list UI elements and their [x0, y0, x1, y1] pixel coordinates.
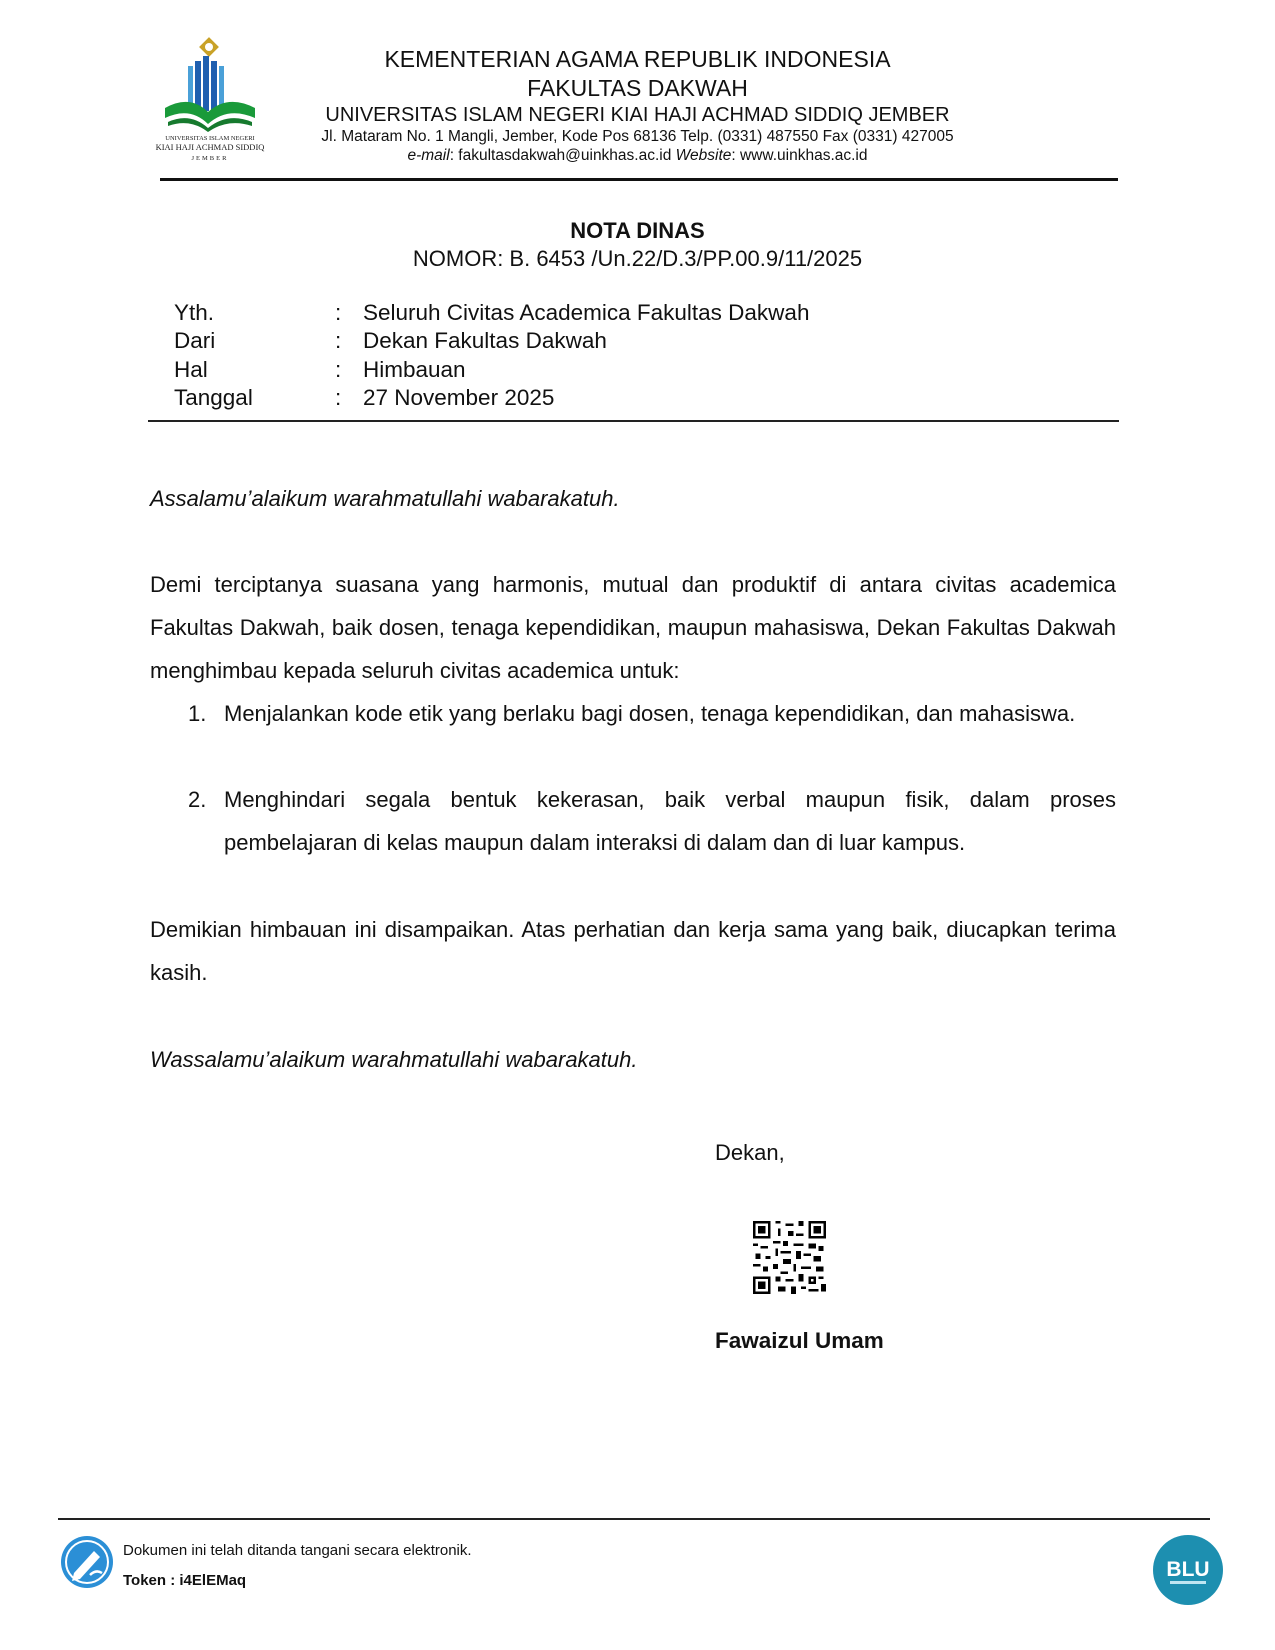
qr-code-icon: [753, 1221, 826, 1294]
contact-line: [285, 147, 990, 165]
footer-divider: [58, 1518, 1210, 1520]
meta-label: Dari: [174, 328, 216, 353]
meta-value: 27 November 2025: [363, 385, 555, 410]
list-item: Menghindari segala bentuk kekerasan, baik verbal maupun fisik, dalam proses pembelajaran di kelas maupun dalam interaksi di dalam dan di luar kampus.: [224, 787, 1116, 855]
meta-label: Yth.: [174, 300, 215, 325]
list-item: Menjalankan kode etik yang berlaku bagi dosen, tenaga kependidikan, dan mahasiswa.: [224, 701, 1076, 726]
university-logo: [150, 36, 285, 168]
logo-caption-1: UNIVERSITAS ISLAM NEGERI: [165, 135, 255, 142]
e-signature-note: Dokumen ini telah ditanda tangani secara elektronik.: [123, 1542, 472, 1559]
meta-divider: [148, 420, 1119, 422]
ornament-icon: [199, 37, 219, 57]
address-line: Jl. Mataram No. 1 Mangli, Jember, Kode Pos 68136 Telp. (0331) 487550 Fax (0331) 427005: [321, 128, 954, 145]
signatory-name: Fawaizul Umam: [715, 1328, 884, 1353]
ministry-name: KEMENTERIAN AGAMA REPUBLIK INDONESIA: [384, 46, 891, 72]
intro-paragraph: Demi terciptanya suasana yang harmonis, mutual dan produktif di antara civitas academica Fakultas Dakwah, baik dosen, tenaga kependidikan, maupun mahasiswa, Dekan Fakultas Dakwah menghimbau kepada seluruh civitas academica untuk:: [150, 572, 1116, 683]
token-value: Token : i4ElEMaq: [123, 1572, 247, 1589]
meta-label: Tanggal: [174, 385, 253, 410]
website-label: Website: [675, 147, 732, 164]
signatory-title: Dekan,: [715, 1140, 785, 1165]
faculty-name: FAKULTAS DAKWAH: [527, 75, 748, 101]
logo-caption-3: JEMBER: [191, 155, 229, 162]
blu-logo-text: BLU: [1166, 1558, 1210, 1581]
list-number: 1.: [188, 701, 207, 726]
meta-colon: :: [335, 385, 342, 410]
logo-caption-2: KIAI HAJI ACHMAD SIDDIQ: [155, 142, 265, 152]
meta-value: Himbauan: [363, 357, 466, 382]
meta-colon: :: [335, 328, 342, 353]
meta-colon: :: [335, 357, 342, 382]
meta-value: Dekan Fakultas Dakwah: [363, 328, 607, 353]
closing-paragraph: Demikian himbauan ini disampaikan. Atas perhatian dan kerja sama yang baik, diucapkan terima kasih.: [150, 917, 1116, 985]
e-signature-icon: [60, 1535, 114, 1589]
farewell: Wassalamu’alaikum warahmatullahi wabarakatuh.: [150, 1047, 638, 1072]
website-address: : www.uinkhas.ac.id: [731, 147, 868, 164]
meta-value: Seluruh Civitas Academica Fakultas Dakwah: [363, 300, 810, 325]
letterhead-divider: [160, 178, 1118, 181]
blu-logo: [1152, 1534, 1224, 1606]
greeting: Assalamu’alaikum warahmatullahi wabarakatuh.: [150, 486, 620, 511]
memo-number: NOMOR: B. 6453 /Un.22/D.3/PP.00.9/11/2025: [412, 246, 863, 271]
memo-title: NOTA DINAS: [570, 218, 705, 243]
meta-label: Hal: [174, 357, 208, 382]
email-label: e-mail: [407, 147, 450, 164]
university-name: UNIVERSITAS ISLAM NEGERI KIAI HAJI ACHMAD SIDDIQ JEMBER: [325, 104, 950, 126]
list-number: 2.: [188, 787, 207, 812]
meta-colon: :: [335, 300, 342, 325]
email-address: : fakultasdakwah@uinkhas.ac.id: [449, 147, 676, 164]
